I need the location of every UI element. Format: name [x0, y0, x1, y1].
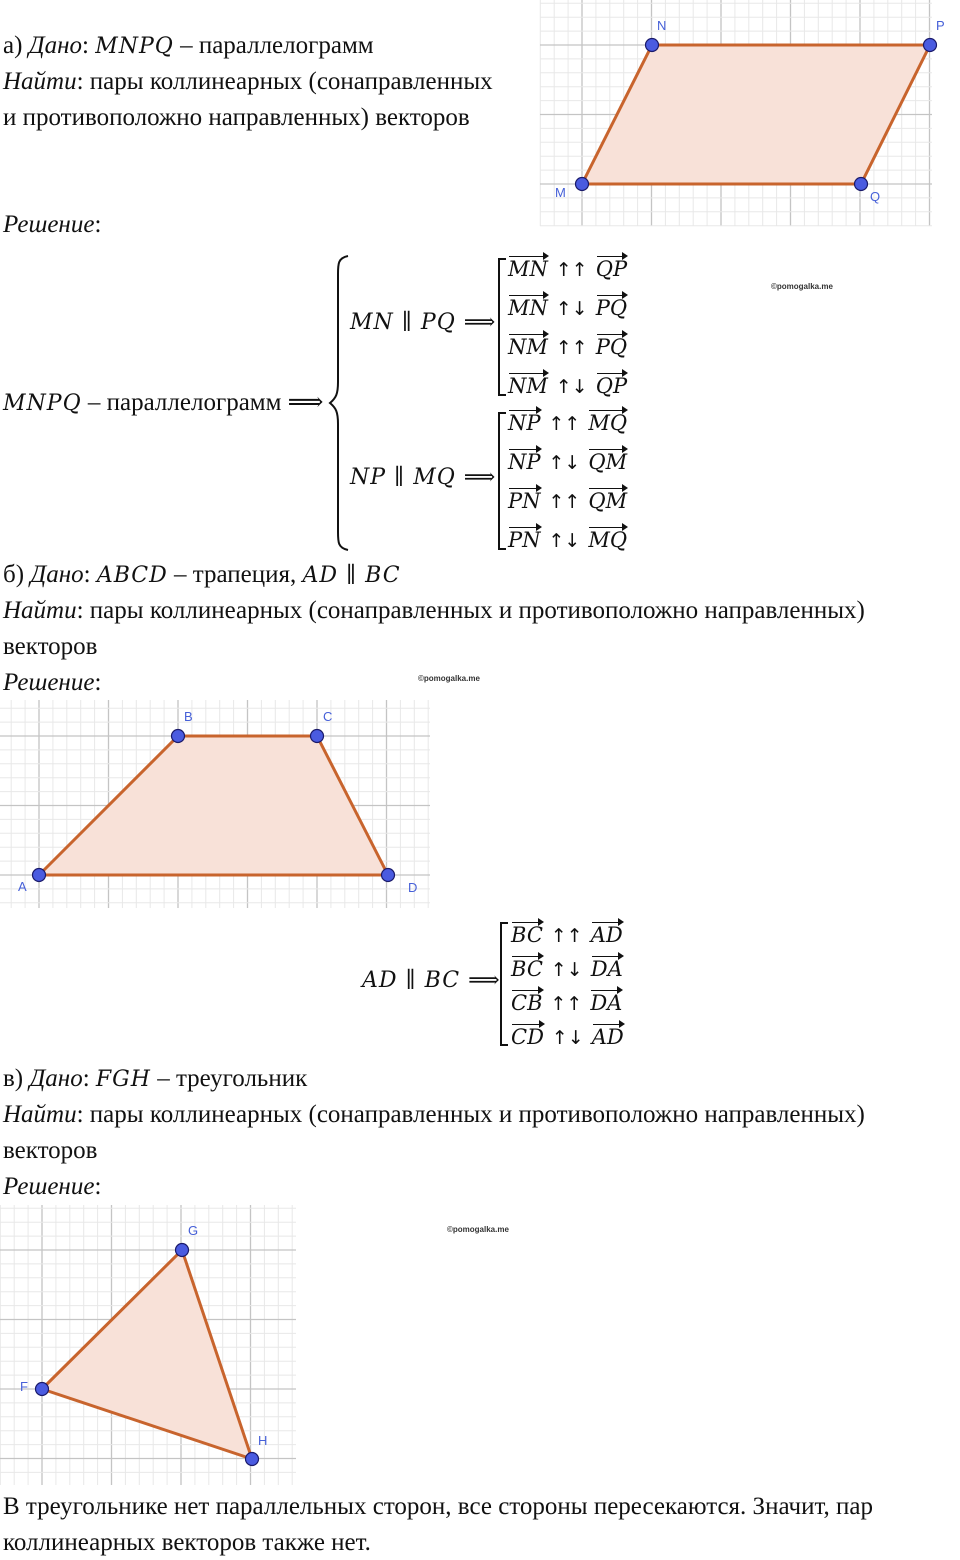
label-h: H [258, 1433, 268, 1448]
part-b-find-line1 [3, 594, 865, 628]
vector-left: BC [511, 920, 543, 947]
direction-symbol: ↑↑ [555, 337, 588, 359]
vector-relation-row [508, 293, 627, 321]
vertex-q [855, 178, 868, 191]
part-c-find-line1 [3, 1098, 865, 1132]
direction-symbol: ↑↓ [550, 959, 583, 981]
direction-symbol: ↑↓ [551, 1027, 584, 1049]
vector-relation-row [511, 1022, 624, 1050]
vector-right: PQ [596, 332, 627, 359]
part-c-find-label: Найти [3, 1101, 77, 1128]
direction-symbol: ↑↑ [555, 259, 588, 281]
vector-right: DA [590, 988, 622, 1015]
parallelogram-shape [582, 45, 930, 184]
direction-symbol: ↑↓ [555, 376, 588, 398]
label-p: P [936, 18, 945, 33]
direction-symbol: ↑↓ [555, 298, 588, 320]
watermark-2: ©pomogalka.me [418, 674, 480, 683]
part-b-find-text1: : пары коллинеарных (сонаправленных и противоположно направленных) [76, 597, 865, 624]
label-g: G [188, 1223, 199, 1238]
label-c: C [323, 709, 333, 724]
part-b-find-label: Найти [3, 597, 77, 624]
part-b-solution-line: Решение: [3, 669, 102, 696]
vertex-f [36, 1383, 49, 1396]
vertex-a [33, 869, 46, 882]
triangle-shape [42, 1250, 252, 1459]
vertex-m [576, 178, 589, 191]
vector-relation-row [511, 954, 623, 982]
vector-left: NM [508, 371, 548, 398]
vector-right: MQ [588, 408, 627, 435]
watermark-1: ©pomogalka.me [771, 282, 833, 291]
vector-right: QM [588, 486, 627, 513]
vector-left: NP [508, 447, 541, 474]
part-c-given-label: Дано [29, 1065, 83, 1092]
part-a-given-expr: MNPQ [95, 34, 174, 59]
vector-right: QP [596, 371, 627, 398]
part-b-prefix: б) [3, 561, 25, 588]
vector-left: PN [508, 525, 541, 552]
vector-relation-row [508, 447, 627, 475]
part-c-find-line2: векторов [3, 1137, 98, 1164]
part-c-solution-line: Решение: [3, 1173, 102, 1200]
big-brace [328, 254, 352, 552]
part-a-find-line1 [3, 65, 493, 99]
part-c-given-text: – треугольник [157, 1065, 308, 1092]
part-a-given-text: – параллелограмм [180, 32, 374, 59]
part-c-given-line: в) Дано: FGH – треугольник [3, 1065, 308, 1092]
direction-symbol: ↑↓ [548, 530, 581, 552]
part-a-given-label: Дано [28, 32, 82, 59]
direction-symbol: ↑↑ [548, 491, 581, 513]
watermark-3: ©pomogalka.me [447, 1225, 509, 1234]
part-b-given-label: Дано [30, 561, 84, 588]
part-b-given-expr2: AD ∥ BC [302, 563, 401, 588]
part-c-conclusion-line1: В треугольнике нет параллельных сторон, все стороны пересекаются. Значит, пар [3, 1493, 874, 1520]
direction-symbol: ↑↑ [548, 413, 581, 435]
vector-right: QP [596, 254, 627, 281]
vector-left: NM [508, 332, 548, 359]
bracket-a1 [498, 258, 506, 396]
vertex-b [172, 730, 185, 743]
vector-relation-row [508, 332, 627, 360]
part-b-given-line: б) Дано: ABCD – трапеция, AD ∥ BC [3, 561, 401, 588]
part-a-solution-label: Решение [3, 211, 95, 238]
vector-relation-row [508, 371, 627, 399]
label-d: D [408, 880, 418, 895]
vertex-g [176, 1244, 189, 1257]
label-n: N [657, 18, 667, 33]
vector-right: AD [592, 1022, 624, 1049]
vector-left: CD [511, 1022, 544, 1049]
vertex-h [246, 1453, 259, 1466]
bracket-a2 [498, 412, 506, 550]
part-a-find-text1: : пары коллинеарных (сонаправленных [76, 68, 493, 95]
vector-right: DA [591, 954, 623, 981]
parallelogram-figure [540, 0, 945, 226]
part-b-given-text: – трапеция, [174, 561, 297, 588]
part-c-conclusion-line2: коллинеарных векторов также нет. [3, 1529, 371, 1556]
bracket-b [500, 922, 508, 1046]
part-a-cond1: MN ∥ PQ ⟹ [350, 310, 497, 335]
vector-left: CB [511, 988, 543, 1015]
part-a-solution-line: Решение: [3, 211, 102, 238]
vertex-n [646, 39, 659, 52]
part-b-given-expr: ABCD [96, 563, 168, 588]
part-a-lhs-text: – параллелограмм ⟹ [87, 389, 324, 416]
direction-symbol: ↑↑ [550, 925, 583, 947]
part-a-find-label: Найти [3, 68, 77, 95]
vector-right: AD [591, 920, 623, 947]
vertex-c [311, 730, 324, 743]
vector-left: NP [508, 408, 541, 435]
part-b-cond: AD ∥ BC ⟹ [362, 968, 501, 993]
vector-left: PN [508, 486, 541, 513]
label-f: F [20, 1379, 28, 1394]
direction-symbol: ↑↓ [548, 452, 581, 474]
vector-relation-row [508, 525, 627, 553]
vector-right: PQ [596, 293, 627, 320]
vector-relation-row [511, 920, 623, 948]
part-a-given-line: а) Дано: MNPQ – параллелограмм [3, 32, 374, 59]
label-m: M [555, 185, 566, 200]
vector-right: MQ [588, 525, 627, 552]
vector-left: MN [508, 254, 548, 281]
label-q: Q [870, 189, 881, 204]
triangle-figure [0, 1205, 296, 1485]
vector-left: BC [511, 954, 543, 981]
part-a-lhs-expr: MNPQ [3, 391, 82, 416]
part-a-lhs [3, 386, 324, 421]
trapezoid-figure [0, 700, 430, 908]
vertex-d [382, 869, 395, 882]
vector-relation-row [508, 254, 627, 282]
part-c-prefix: в) [3, 1065, 24, 1092]
part-c-solution-label: Решение [3, 1173, 95, 1200]
vector-relation-row [508, 486, 627, 514]
direction-symbol: ↑↑ [550, 993, 583, 1015]
label-b: B [184, 709, 193, 724]
vector-relation-row [508, 408, 627, 436]
label-a: A [18, 879, 27, 894]
part-b-solution-label: Решение [3, 669, 95, 696]
part-a-find-line2: и противоположно направленных) векторов [3, 104, 470, 131]
part-a-cond2: NP ∥ MQ ⟹ [350, 465, 497, 490]
part-c-find-text1: : пары коллинеарных (сонаправленных и противоположно направленных) [76, 1101, 865, 1128]
vertex-p [924, 39, 937, 52]
vector-left: MN [508, 293, 548, 320]
part-b-find-line2: векторов [3, 633, 98, 660]
vector-right: QM [588, 447, 627, 474]
part-c-given-expr: FGH [95, 1067, 151, 1092]
vector-relation-row [511, 988, 622, 1016]
part-a-prefix: а) [3, 32, 23, 59]
